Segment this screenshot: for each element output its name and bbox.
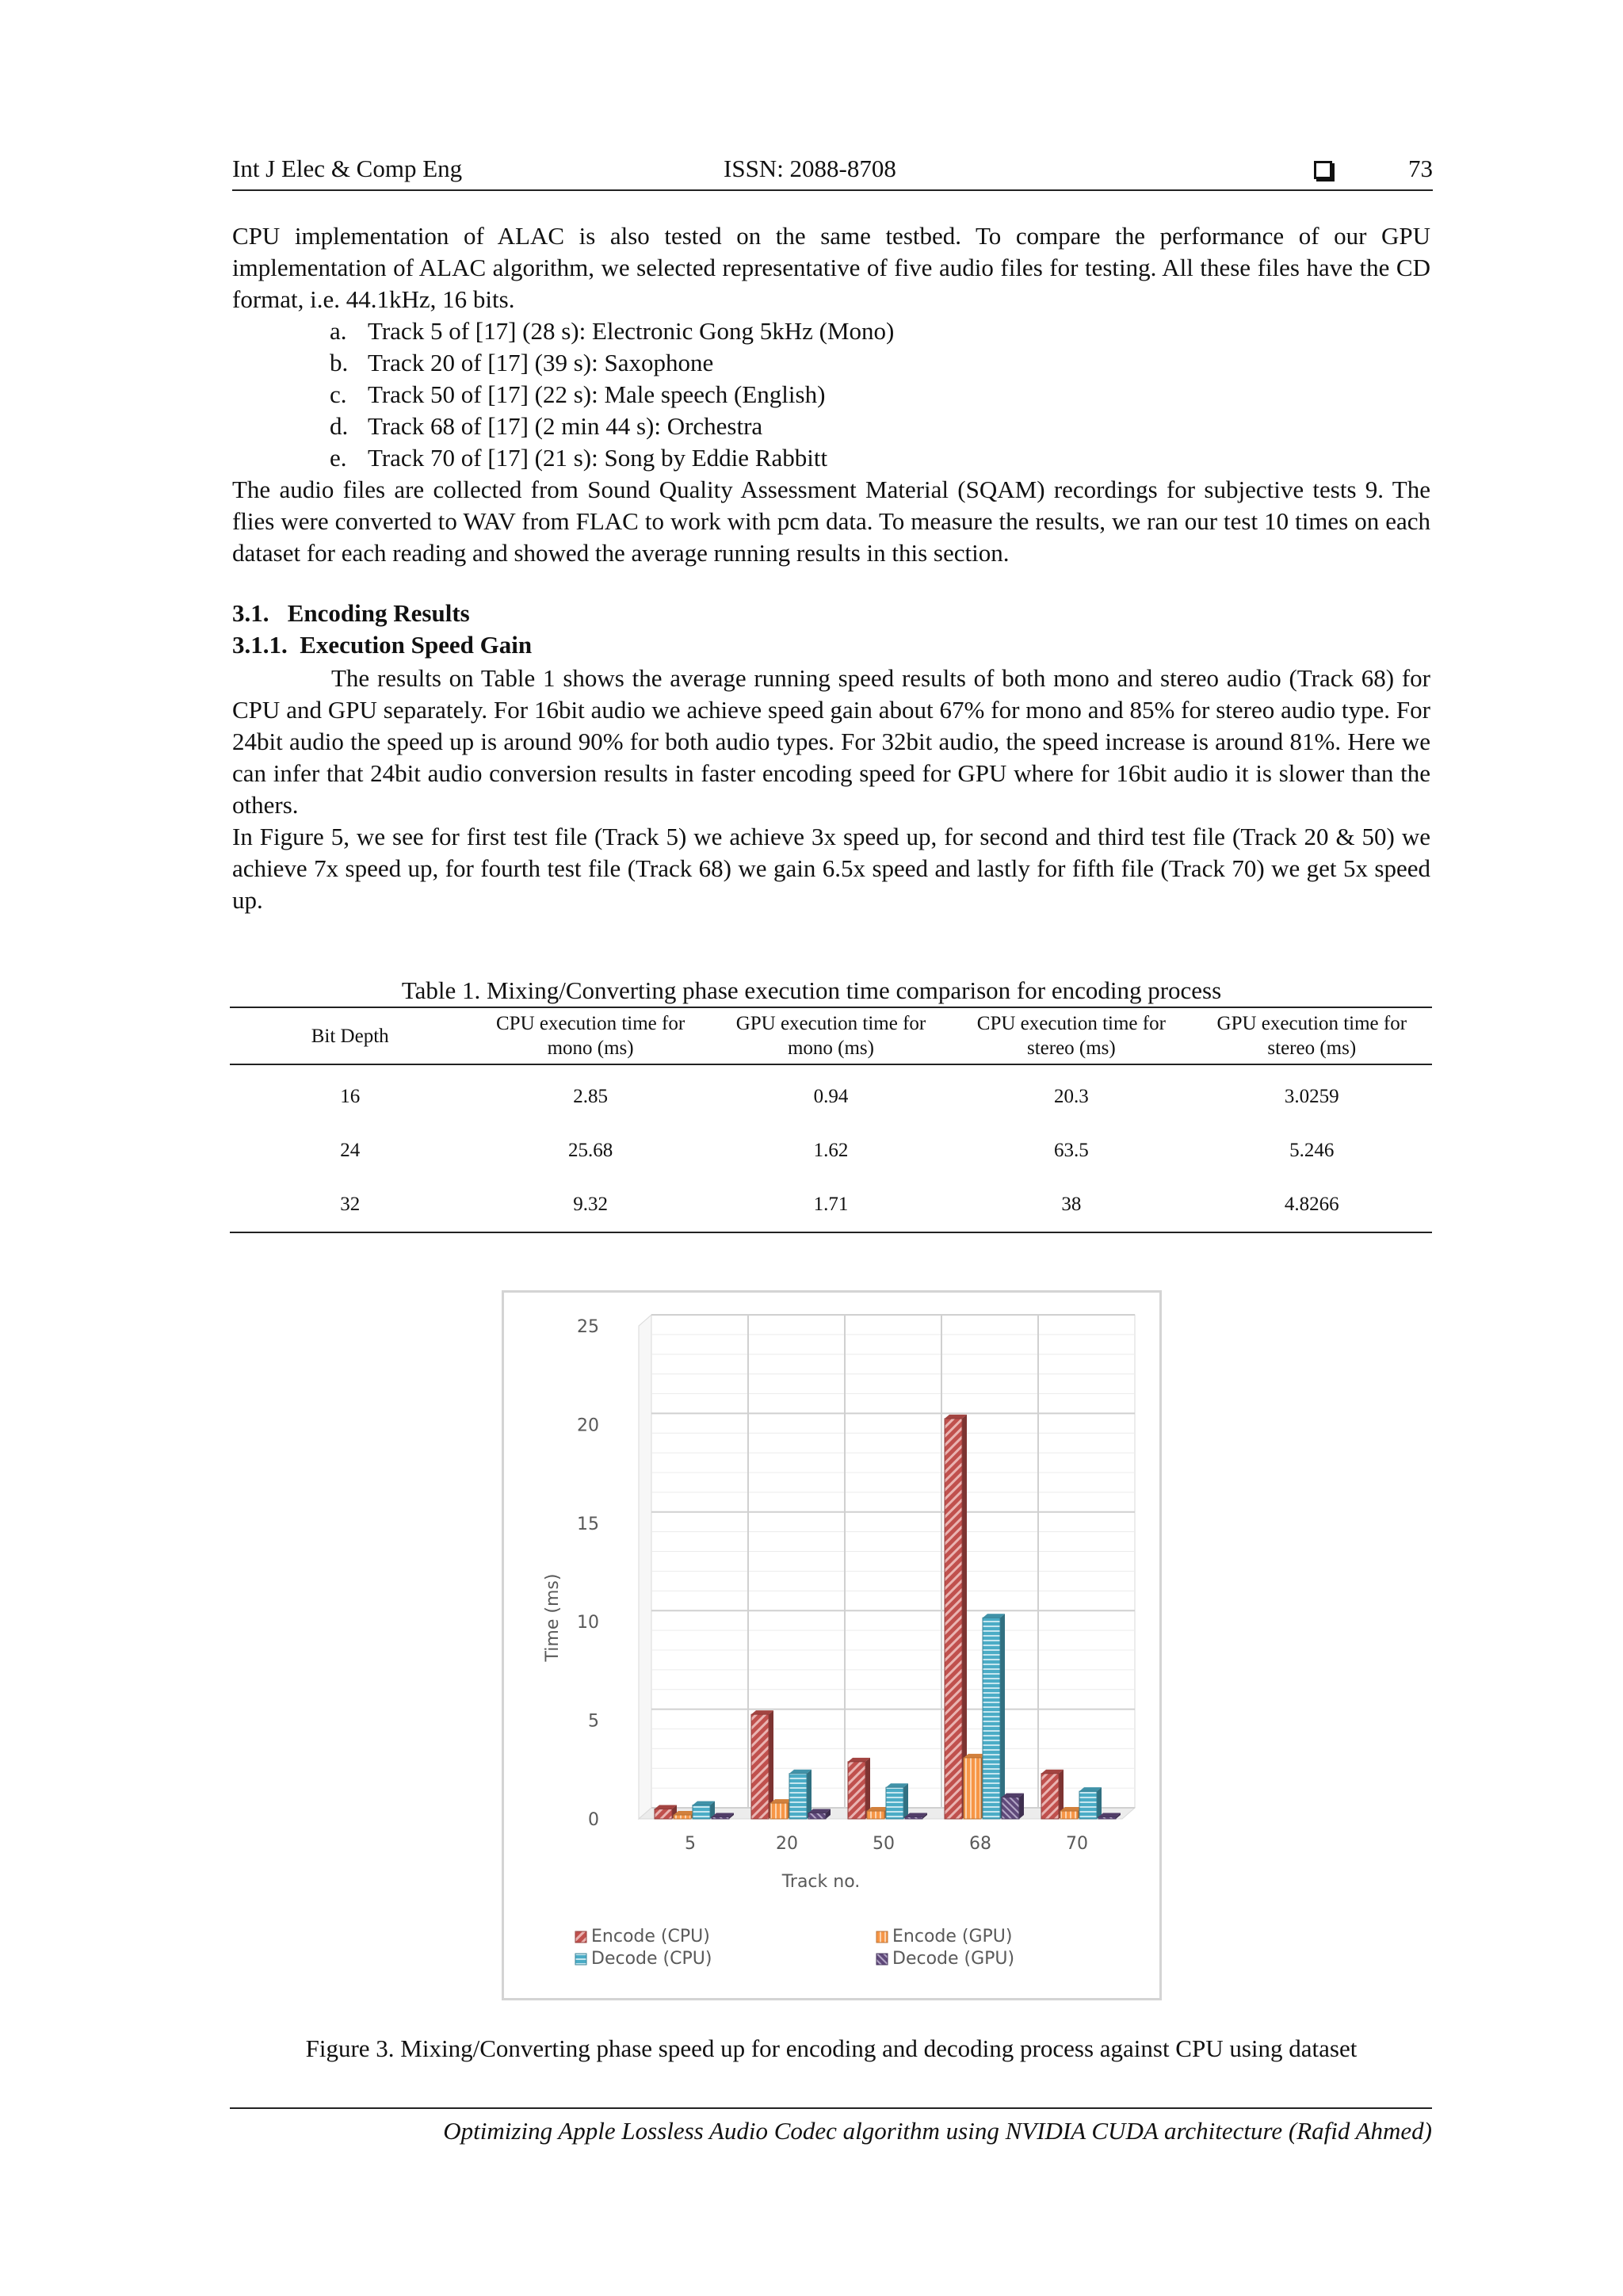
side-wall: [639, 1315, 651, 1819]
track-list: [330, 315, 894, 474]
execution-time-table: [230, 1007, 1432, 1233]
table-cell: 9.32: [573, 1194, 608, 1215]
table-caption: Table 1. Mixing/Converting phase execution time comparison for encoding process: [401, 976, 1222, 1004]
issn: ISSN: 2088-8708: [724, 155, 896, 182]
page-footer: Optimizing Apple Lossless Audio Codec algorithm using NVIDIA CUDA architecture (Rafid Ahmed): [230, 2107, 1432, 2145]
paragraph-figure-summary: In Figure 5, we see for first test file (Track 5) we achieve 3x speed up, for second and third test file (Track 20 & 50) we achieve 7x speed up, for fourth test file (Track 68) we gain 6.5x speed and lastly for fifth file (Track 70) we get 5x speed up.: [232, 823, 1430, 914]
x-tick-label: 20: [776, 1834, 798, 1854]
chart-legend: [575, 1927, 1014, 1969]
table-row: [230, 1178, 1432, 1232]
table-cell: 0.94: [813, 1086, 849, 1107]
y-tick-label: 5: [588, 1711, 599, 1732]
y-tick-label: 20: [577, 1415, 599, 1436]
table-cell: 38: [1061, 1194, 1082, 1215]
legend-label: Encode (CPU): [591, 1927, 710, 1946]
table-cell: 2.85: [573, 1086, 608, 1107]
bar: [808, 1809, 831, 1819]
table-cell: 1.62: [813, 1140, 849, 1161]
table-header-row: [230, 1007, 1432, 1064]
column-header: CPU execution time for stereo (ms): [976, 1013, 1166, 1059]
legend-swatch: [876, 1931, 888, 1943]
table-cell: 24: [340, 1140, 361, 1161]
subsection-heading: 3.1.1. Execution Speed Gain: [232, 631, 533, 659]
paragraph-results: The results on Table 1 shows the average running speed results of both mono and stereo audio (Track 68) for CPU and GPU separately. For 16bit audio we achieve speed gain about 67% for mono and 85% for stereo audio type. For 24bit audio the speed up is around 90% for both audio types. For 32bit audio, the speed increase is around 81%. Here we can infer that 24bit audio conversion results in faster encoding speed for GPU where for 16bit audio it is slower than the others.: [232, 664, 1430, 819]
figure-caption: Figure 3. Mixing/Converting phase speed up for encoding and decoding process against CPU using dataset: [305, 2034, 1358, 2062]
journal-name: Int J Elec & Comp Eng: [232, 155, 463, 182]
legend-label: Decode (CPU): [591, 1949, 712, 1969]
back-wall: [651, 1315, 1135, 1808]
column-header: GPU execution time for stereo (ms): [1216, 1013, 1407, 1059]
bar: [886, 1783, 908, 1819]
column-header: CPU execution time for mono (ms): [496, 1013, 685, 1059]
list-item: a. Track 5 of [17] (28 s): Electronic Gong 5kHz (Mono): [330, 317, 895, 345]
x-tick-label: 50: [873, 1834, 895, 1854]
legend-label: Encode (GPU): [892, 1927, 1013, 1946]
bar: [1002, 1794, 1024, 1819]
paragraph-intro: CPU implementation of ALAC is also tested on the same testbed. To compare the performance of our GPU implementation of ALAC algorithm, we selected representative of five audio files for testing. All these files have the CD format, i.e. 44.1kHz, 16 bits.: [232, 222, 1430, 313]
y-tick-label: 25: [577, 1317, 599, 1337]
table-row: [230, 1064, 1432, 1124]
table-cell: 25.68: [567, 1140, 613, 1161]
table-cell: 3.0259: [1284, 1086, 1339, 1107]
x-axis-label: Track no.: [781, 1872, 861, 1892]
table-cell: 32: [340, 1194, 361, 1215]
legend-item: [876, 1927, 1012, 1946]
x-tick-label: 68: [969, 1834, 991, 1854]
table-cell: 5.246: [1289, 1140, 1335, 1161]
bar: [848, 1758, 870, 1819]
table-cell: 16: [340, 1086, 361, 1107]
bar: [789, 1770, 812, 1819]
legend-item: [575, 1949, 712, 1969]
list-item: c. Track 50 of [17] (22 s): Male speech (English): [330, 380, 826, 408]
bar: [1079, 1787, 1102, 1819]
list-item: e. Track 70 of [17] (21 s): Song by Eddie Rabbitt: [330, 444, 828, 472]
legend-item: [575, 1927, 710, 1946]
page-header: [232, 153, 1433, 191]
column-header: Bit Depth: [311, 1025, 389, 1047]
legend-item: [876, 1949, 1014, 1969]
y-tick-label: 0: [588, 1810, 599, 1830]
table-row: [230, 1124, 1432, 1178]
table-cell: 20.3: [1053, 1086, 1089, 1107]
legend-swatch: [575, 1954, 586, 1965]
table-cell: 63.5: [1053, 1140, 1089, 1161]
table-cell: 1.71: [813, 1194, 849, 1215]
table-cell: 4.8266: [1284, 1194, 1339, 1215]
bar: [983, 1614, 1005, 1819]
bar: [751, 1710, 773, 1819]
legend-label: Decode (GPU): [892, 1949, 1015, 1969]
speedup-figure: [502, 1290, 1162, 2000]
y-axis-label: Time (ms): [543, 1573, 563, 1662]
x-tick-label: 70: [1066, 1834, 1088, 1854]
bar-chart: [504, 1293, 1159, 1998]
section-heading: 3.1. Encoding Results: [232, 599, 470, 627]
bar: [693, 1801, 715, 1819]
list-item: d. Track 68 of [17] (2 min 44 s): Orchestra: [330, 412, 763, 440]
column-header: GPU execution time for mono (ms): [735, 1013, 926, 1059]
y-tick-label: 10: [577, 1613, 599, 1633]
y-tick-label: 15: [577, 1514, 599, 1534]
legend-swatch: [575, 1931, 586, 1943]
list-item: b. Track 20 of [17] (39 s): Saxophone: [330, 349, 714, 376]
paragraph-audio-files: The audio files are collected from Sound Quality Assessment Material (SQAM) recordings for subjective tests 9. The flies were converted to WAV from FLAC to work with pcm data. To measure the results, we ran our test 10 times on each dataset for each reading and showed the average running results in this section.: [232, 476, 1430, 567]
page-number: 73: [1408, 155, 1433, 182]
checkbox-square-icon: [1314, 161, 1332, 179]
legend-swatch: [876, 1954, 888, 1965]
x-tick-label: 5: [685, 1834, 696, 1854]
